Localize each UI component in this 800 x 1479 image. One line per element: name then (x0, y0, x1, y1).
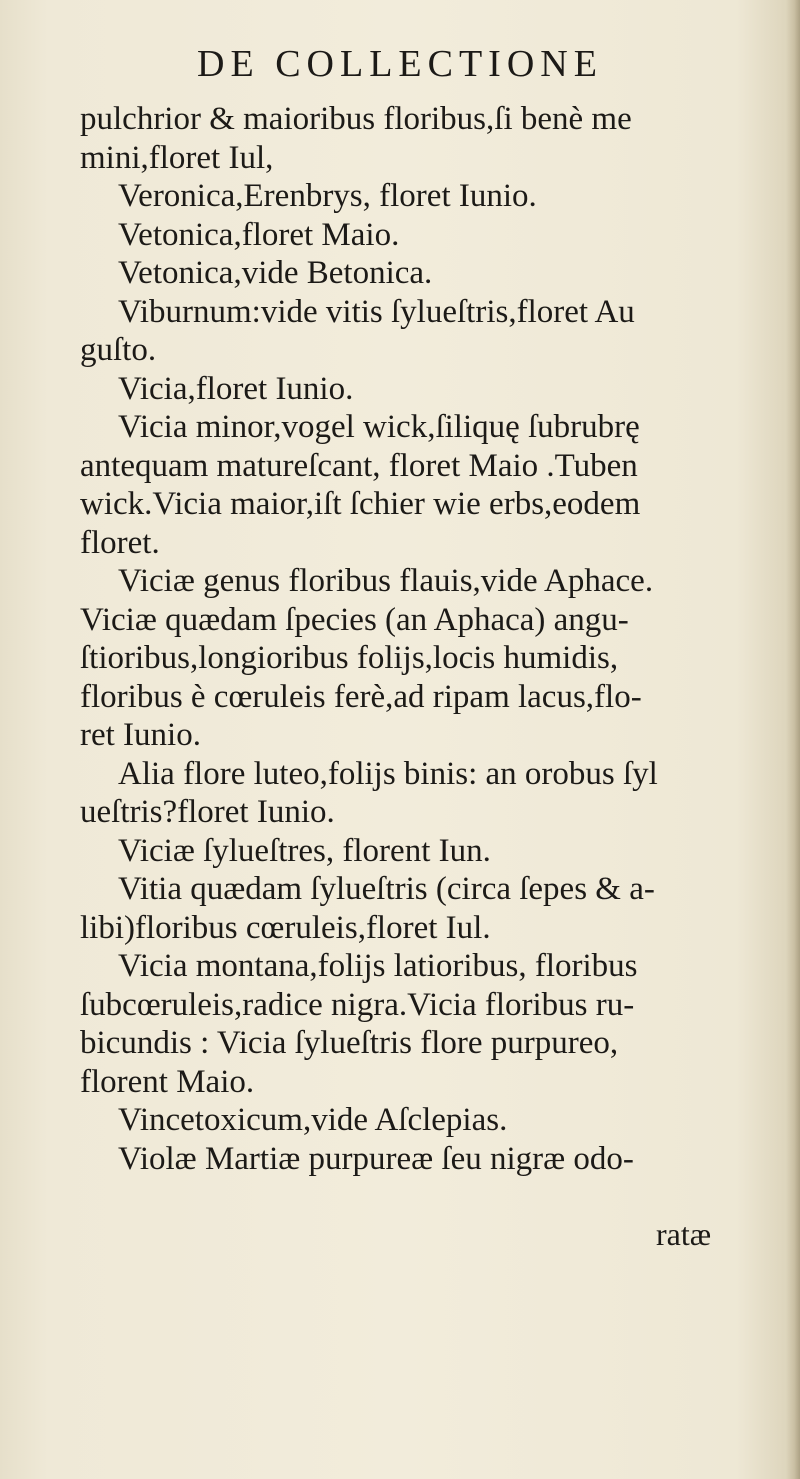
text-line: Vicia minor,vogel wick,ſiliquę ſubrubrę (118, 409, 640, 445)
text-line: bicundis : Vicia ſylueſtris flore purpureo, (80, 1025, 619, 1061)
page-edge (786, 0, 800, 1479)
text-line: Viciæ genus floribus flauis,vide Aphace. (118, 563, 654, 599)
text-line: Vicia montana,folijs latioribus, floribus (118, 948, 638, 984)
text-line: guſto. (80, 332, 157, 368)
text-line: mini,floret Iul, (80, 139, 274, 176)
running-header: DE COLLECTIONE (197, 43, 603, 85)
text-line: floret. (80, 524, 160, 561)
body-text (80, 100, 756, 1178)
catchword: ratæ (656, 1216, 712, 1252)
text-line: Viciæ quædam ſpecies (an Aphaca) angu- (80, 601, 629, 638)
text-line: Vincetoxicum,vide Aſclepias. (118, 1102, 508, 1138)
text-line: Violæ Martiæ purpureæ ſeu nigræ odo- (118, 1140, 634, 1177)
text-line: wick.Vicia maior,iſt ſchier wie erbs,eodem (80, 486, 641, 522)
text-line: Vetonica,vide Betonica. (118, 255, 433, 291)
text-line: pulchrior & maioribus floribus,ſi benè me (80, 101, 632, 137)
text-line: Viciæ ſylueſtres, florent Iun. (118, 832, 491, 869)
text-line: Vetonica,floret Maio. (118, 216, 400, 253)
text-line: ſubcœruleis,radice nigra.Vicia floribus ru- (80, 986, 635, 1023)
text-line: Veronica,Erenbrys, floret Iunio. (118, 178, 537, 214)
text-line: Viburnum:vide vitis ſylueſtris,floret Au (118, 293, 635, 330)
text-line: florent Maio. (80, 1063, 255, 1100)
text-line: antequam matureſcant, floret Maio .Tuben (80, 447, 638, 484)
text-line: ueſtris?floret Iunio. (80, 794, 335, 830)
text-line: Vitia quædam ſylueſtris (circa ſepes & a- (118, 871, 655, 907)
text-line: libi)floribus cœruleis,floret Iul. (80, 909, 491, 946)
text-line: Alia flore luteo,folijs binis: an orobus ſyl (118, 755, 658, 792)
text-line: floribus è cœruleis ferè,ad ripam lacus,flo- (80, 678, 642, 715)
text-line: ſtioribus,longioribus folijs,locis humidis, (80, 640, 619, 676)
text-line: ret Iunio. (80, 717, 201, 753)
text-line: Vicia,floret Iunio. (118, 370, 354, 407)
